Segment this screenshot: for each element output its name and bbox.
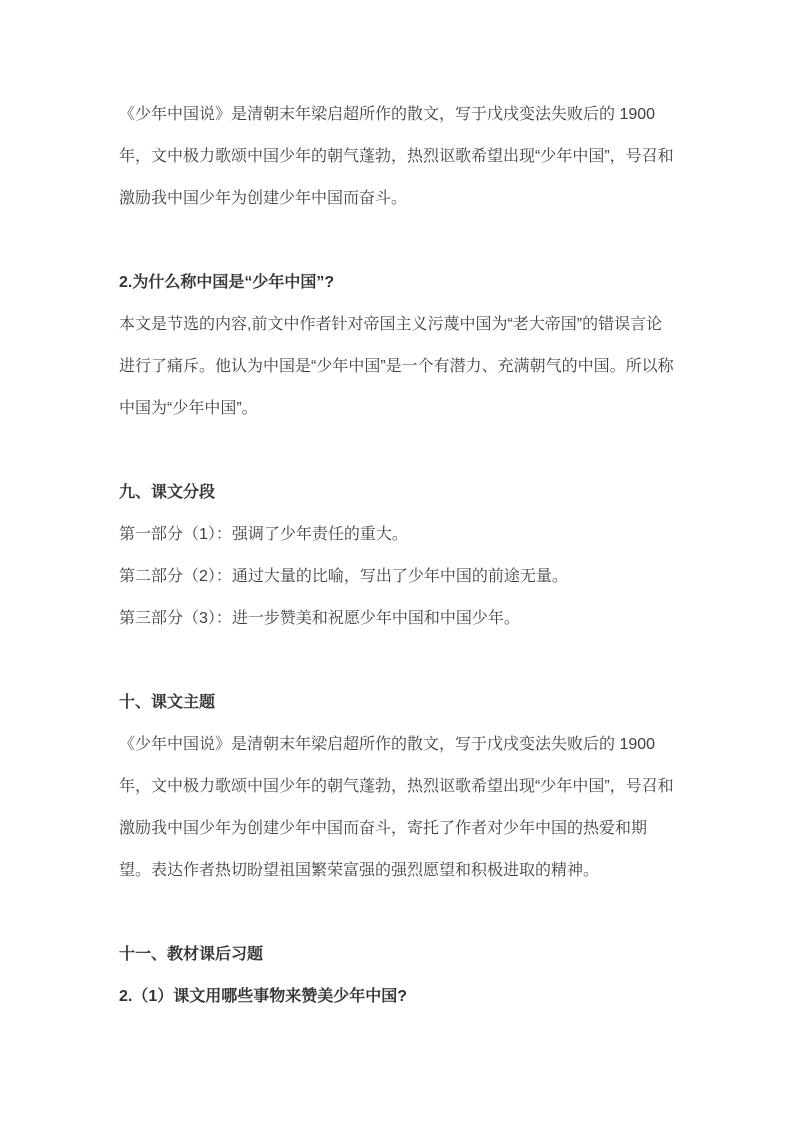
paragraph: 第二部分（2）：通过大量的比喻，写出了少年中国的前途无量。: [119, 568, 568, 585]
paragraph: 《少年中国说》是清朝末年梁启超所作的散文，写于戊戌变法失败后的 1900 年，文中极力歌颂中国少年的朝气蓬勃，热烈讴歌希望出现“少年中国”，号召和激励我中国少年为创建少年中国而奋斗。: [119, 106, 674, 207]
blank-line: [119, 220, 677, 262]
section-heading: 十一、教材课后习题: [119, 946, 264, 963]
section-heading: 十、课文主题: [119, 694, 216, 711]
paragraph: 本文是节选的内容,前文中作者针对帝国主义污蔑中国为“老大帝国”的错误言论进行了痛斥。他认为中国是“少年中国”是一个有潜力、充满朝气的中国。所以称中国为“少年中国”。: [119, 316, 674, 417]
blank-line: [119, 430, 677, 472]
blank-line: [119, 640, 677, 682]
section-heading: 2.（1）课文用哪些事物来赞美少年中国?: [119, 988, 408, 1005]
paragraph: 第一部分（1）：强调了少年责任的重大。: [119, 526, 408, 543]
paragraph: 第三部分（3）：进一步赞美和祝愿少年中国和中国少年。: [119, 610, 520, 627]
section-heading: 九、课文分段: [119, 484, 216, 501]
paragraph: 《少年中国说》是清朝末年梁启超所作的散文，写于戊戌变法失败后的 1900 年，文中极力歌颂中国少年的朝气蓬勃，热烈讴歌希望出现“少年中国”，号召和激励我中国少年为创建少年中国而奋斗，寄托了作者对少年中国的热爱和期望。表达作者热切盼望祖国繁荣富强的强烈愿望和积极进取的精神。: [119, 736, 674, 879]
blank-line: [119, 892, 677, 934]
section-heading: 2.为什么称中国是“少年中国”?: [119, 274, 335, 291]
